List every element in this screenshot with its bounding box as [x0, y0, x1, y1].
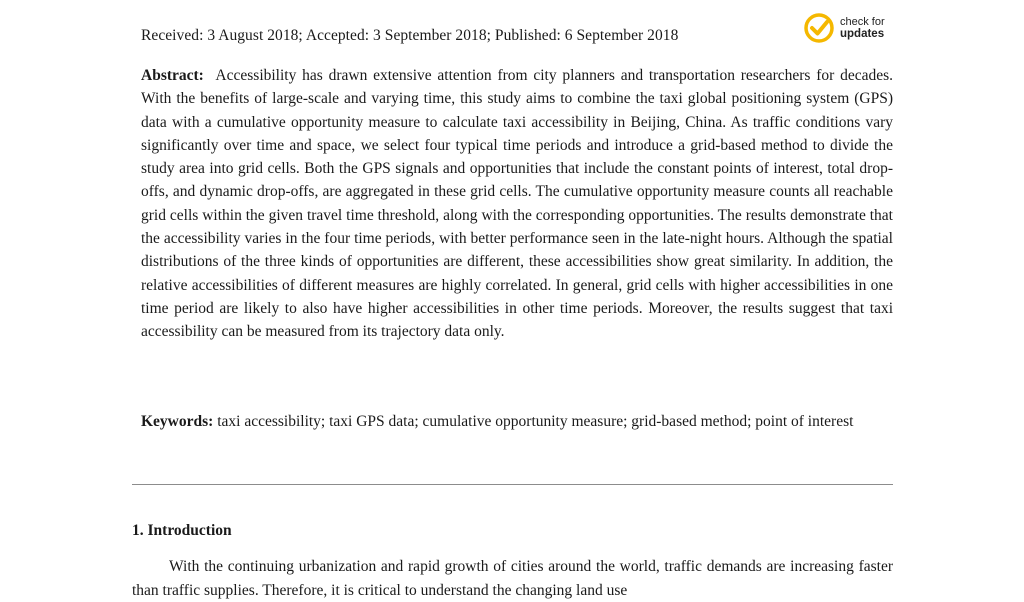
badge-line2: updates	[840, 28, 885, 40]
publication-dates: Received: 3 August 2018; Accepted: 3 September 2018; Published: 6 September 2018	[141, 27, 679, 44]
divider	[132, 484, 893, 485]
badge-text	[840, 16, 885, 40]
keywords-text: taxi accessibility; taxi GPS data; cumulative opportunity measure; grid-based method; point of interest	[217, 413, 854, 430]
keywords-paragraph	[141, 410, 897, 434]
check-badge-icon	[804, 13, 834, 43]
check-for-updates-badge[interactable]	[804, 11, 904, 45]
badge-line1: check for	[840, 16, 885, 28]
abstract-paragraph	[141, 64, 893, 344]
keywords-label: Keywords:	[141, 413, 214, 430]
section-title: 1. Introduction	[132, 522, 232, 539]
abstract-label: Abstract:	[141, 67, 204, 84]
abstract-text: Accessibility has drawn extensive attention from city planners and transportation researchers for decades. With the benefits of large-scale and varying time, this study aims to combine the taxi global positioning system (GPS) data with a cumulative opportunity measure to calculate taxi accessibility in Beijing, China. As traffic conditions vary significantly over time and space, we select four typical time periods and introduce a grid-based method to divide the study area into grid cells. Both the GPS signals and opportunities that include the constant points of interest, total drop-offs, and dynamic drop-offs, are aggregated in these grid cells. The cumulative opportunity measure counts all reachable grid cells within the given travel time threshold, along with the corresponding opportunities. The results demonstrate that the accessibility varies in the four time periods, with better performance seen in the late-night hours. Although the spatial distributions of the three kinds of opportunities are different, these accessibilities show great similarity. In addition, the relative accessibilities of different measures are highly correlated. In general, grid cells with higher accessibilities in one time period are likely to also have higher accessibilities in other time periods. Moreover, the results suggest that taxi accessibility can be measured from its trajectory data only.	[141, 67, 894, 341]
intro-paragraph: With the continuing urbanization and rapid growth of cities around the world, traffic demands are increasing faster than traffic supplies. Therefore, it is critical to understand the changing land use	[132, 558, 893, 599]
